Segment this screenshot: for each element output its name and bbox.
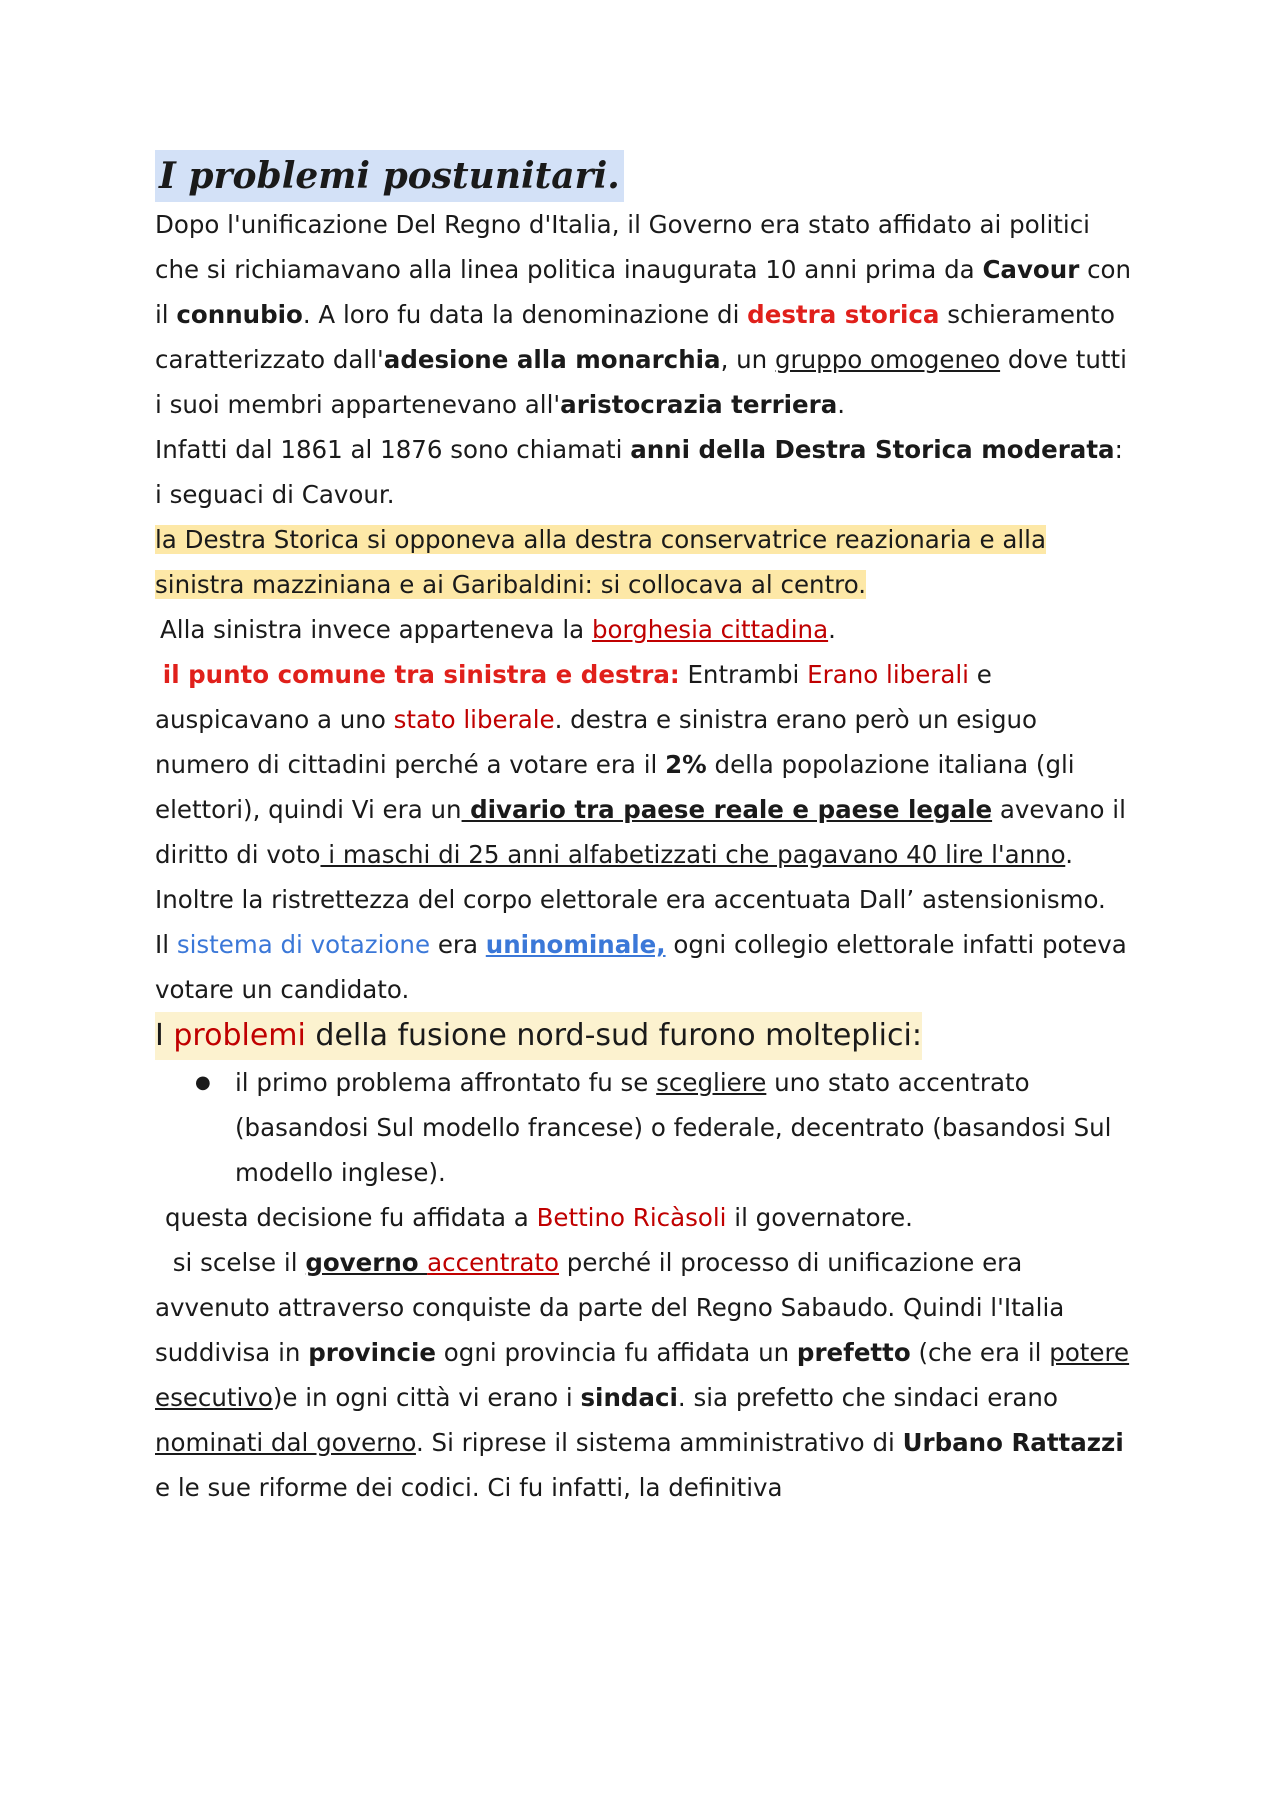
- text: ogni collegio elettorale infatti poteva votare un candidato.: [155, 930, 1127, 1004]
- bullet-icon: ●: [195, 1072, 211, 1093]
- term-erano-liberali: Erano liberali: [807, 660, 969, 689]
- text: . A loro fu data la denominazione di: [302, 300, 748, 329]
- term-requisiti-voto: i maschi di 25 anni alfabetizzati che pagavano 40 lire l'anno: [320, 840, 1066, 869]
- term-accentrato: accentrato: [427, 1248, 559, 1277]
- term-cavour: Cavour: [982, 255, 1080, 284]
- term-adesione-monarchia: adesione alla monarchia: [383, 345, 721, 374]
- text: (che era il: [910, 1338, 1050, 1367]
- paragraph-anni-destra: [155, 427, 1135, 517]
- term-aristocrazia-terriera: aristocrazia terriera: [560, 390, 838, 419]
- subheading: [155, 1012, 922, 1060]
- list-item: [155, 1060, 1135, 1195]
- term-destra-storica: destra storica: [747, 300, 940, 329]
- paragraph-sinistra: [155, 607, 1135, 652]
- text: Dopo l'unificazione Del Regno d'Italia, il Governo era stato affidato ai politici che si richiamavano alla linea politica inaugurata 10 anni prima da: [155, 210, 1090, 284]
- text: . sia prefetto che sindaci erano: [677, 1383, 1058, 1412]
- paragraph-destra-storica: [155, 202, 1135, 427]
- term-prefetto: prefetto: [796, 1338, 911, 1367]
- term-connubio: connubio: [176, 300, 303, 329]
- text: era: [430, 930, 486, 959]
- text: I: [155, 1018, 174, 1053]
- term-nominati-dal-governo: nominati dal governo: [155, 1428, 416, 1457]
- text: e le sue riforme dei codici. Ci fu infatti, la definitiva: [155, 1473, 783, 1502]
- term-sindaci: sindaci: [580, 1383, 678, 1412]
- text: con il: [155, 255, 1132, 329]
- paragraph-governo-accentrato: [155, 1240, 1135, 1510]
- term-scegliere: scegliere: [656, 1068, 767, 1097]
- term-uninominale: uninominale,: [485, 930, 666, 959]
- text: Infatti dal 1861 al 1876 sono chiamati: [155, 435, 631, 464]
- text: della fusione nord-sud furono molteplici:: [305, 1018, 922, 1053]
- term-borghesia-cittadina: borghesia cittadina: [591, 615, 829, 644]
- document-body: [155, 150, 1135, 1510]
- term-stato-liberale: stato liberale: [393, 705, 555, 734]
- highlighted-text: la Destra Storica si opponeva alla destra conservatrice reazionaria e alla sinistra mazziniana e ai Garibaldini: si collocava al centro.: [155, 525, 1046, 599]
- text: questa decisione fu affidata a: [165, 1203, 537, 1232]
- text: e auspicavano a uno: [155, 660, 992, 734]
- text: Entrambi: [679, 660, 808, 689]
- term-sistema-votazione: sistema di votazione: [176, 930, 431, 959]
- text: . destra e sinistra erano però un esiguo numero di cittadini perché a votare era il: [155, 705, 1038, 779]
- paragraph-ricasoli: [155, 1195, 1135, 1240]
- text: ogni provincia fu affidata un: [436, 1338, 797, 1367]
- page-title: I problemi postunitari.: [155, 150, 624, 202]
- text: )e in ogni città vi erano i: [272, 1383, 581, 1412]
- text: .: [837, 390, 846, 419]
- term-bettino-ricasoli: Bettino Ricàsoli: [536, 1203, 727, 1232]
- paragraph-sistema-votazione: [155, 922, 1135, 1012]
- term-percentuale: 2%: [665, 750, 707, 779]
- term-urbano-rattazzi: Urbano Rattazzi: [902, 1428, 1124, 1457]
- text: .: [828, 615, 836, 644]
- term-governo: governo: [305, 1248, 428, 1277]
- text: , un: [720, 345, 775, 374]
- text: Il: [155, 930, 177, 959]
- text: dove tutti i suoi membri appartenevano all': [155, 345, 1127, 419]
- term-provincie: provincie: [308, 1338, 437, 1367]
- section-heading-problemi: [155, 1012, 1135, 1060]
- text: schieramento caratterizzato dall': [155, 300, 1116, 374]
- text: si scelse il: [172, 1248, 306, 1277]
- term-potere-esecutivo: potere esecutivo: [155, 1338, 1130, 1412]
- text: . Si riprese il sistema amministrativo di: [415, 1428, 903, 1457]
- term-problemi: problemi: [173, 1018, 306, 1053]
- term-divario: divario tra paese reale e paese legale: [461, 795, 993, 824]
- text: : i seguaci di Cavour.: [155, 435, 1123, 509]
- text: perché il processo di unificazione era avvenuto attraverso conquiste da parte del Regno Sabaudo. Quindi l'Italia suddivisa in: [155, 1248, 1065, 1367]
- text: Alla sinistra invece apparteneva la: [160, 615, 592, 644]
- paragraph-punto-comune: [155, 652, 1135, 922]
- text: [155, 1248, 173, 1277]
- text: della popolazione italiana (gli elettori), quindi Vi era un: [155, 750, 1075, 824]
- text: . Inoltre la ristrettezza del corpo elettorale era accentuata Dall’ astensionismo.: [155, 840, 1106, 914]
- term-gruppo-omogeneo: gruppo omogeneo: [775, 345, 1001, 374]
- paragraph-highlighted-centro: [155, 517, 1135, 607]
- text: il governatore.: [726, 1203, 913, 1232]
- text: avevano il diritto di voto: [155, 795, 1126, 869]
- term-punto-comune: il punto comune tra sinistra e destra:: [162, 660, 680, 689]
- text: uno stato accentrato (basandosi Sul modello francese) o federale, decentrato (basandosi Sul modello inglese).: [235, 1068, 1112, 1187]
- term-anni-destra-storica: anni della Destra Storica moderata: [630, 435, 1115, 464]
- text: il primo problema affrontato fu se: [235, 1068, 657, 1097]
